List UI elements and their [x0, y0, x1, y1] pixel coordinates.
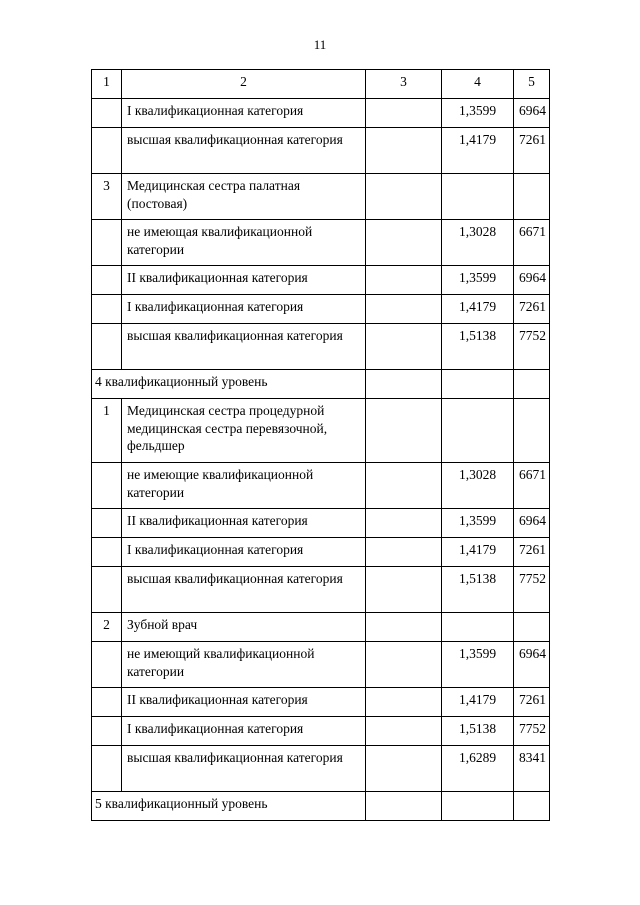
empty-cell	[514, 792, 550, 821]
position-name-cell: не имеющие квалификационной категории	[122, 463, 366, 509]
salary-cell: 7752	[514, 717, 550, 746]
row-number-cell	[92, 717, 122, 746]
row-number-cell: 3	[92, 174, 122, 220]
position-name-cell: I квалификационная категория	[122, 538, 366, 567]
row-number-cell	[92, 642, 122, 688]
column-3-cell	[366, 266, 442, 295]
salary-cell: 6964	[514, 509, 550, 538]
table-row	[92, 642, 550, 688]
column-3-cell	[366, 324, 442, 370]
coefficient-cell: 1,4179	[442, 688, 514, 717]
position-name-cell: не имеющий квалификационной категории	[122, 642, 366, 688]
salary-cell: 6964	[514, 99, 550, 128]
group-label: 4 квалификационный уровень	[92, 370, 366, 399]
row-number-cell	[92, 688, 122, 717]
coefficient-cell: 1,3028	[442, 463, 514, 509]
qualification-table	[91, 69, 550, 821]
header-cell-2: 2	[122, 70, 366, 99]
coefficient-cell: 1,3599	[442, 642, 514, 688]
row-number-cell	[92, 295, 122, 324]
position-name-cell: высшая квалификационная категория	[122, 567, 366, 613]
coefficient-cell: 1,3599	[442, 509, 514, 538]
coefficient-cell: 1,5138	[442, 324, 514, 370]
row-number-cell: 1	[92, 399, 122, 463]
coefficient-cell: 1,3028	[442, 220, 514, 266]
coefficient-cell: 1,3599	[442, 266, 514, 295]
column-3-cell	[366, 99, 442, 128]
column-3-cell	[366, 642, 442, 688]
table-row	[92, 567, 550, 613]
position-name-cell: II квалификационная категория	[122, 509, 366, 538]
position-name-cell: I квалификационная категория	[122, 295, 366, 324]
row-number-cell: 2	[92, 613, 122, 642]
position-name-cell: I квалификационная категория	[122, 99, 366, 128]
column-3-cell	[366, 538, 442, 567]
empty-cell	[442, 792, 514, 821]
coefficient-cell	[442, 174, 514, 220]
salary-cell: 7752	[514, 567, 550, 613]
table-body	[92, 70, 550, 821]
group-row	[92, 370, 550, 399]
position-name-cell: высшая квалификационная категория	[122, 324, 366, 370]
position-name-cell: II квалификационная категория	[122, 266, 366, 295]
column-3-cell	[366, 509, 442, 538]
salary-cell: 8341	[514, 746, 550, 792]
column-3-cell	[366, 174, 442, 220]
salary-cell: 6671	[514, 463, 550, 509]
header-row	[92, 70, 550, 99]
table-row	[92, 295, 550, 324]
row-number-cell	[92, 538, 122, 567]
group-label: 5 квалификационный уровень	[92, 792, 366, 821]
table-row	[92, 399, 550, 463]
table-row	[92, 324, 550, 370]
column-3-cell	[366, 463, 442, 509]
empty-cell	[442, 370, 514, 399]
position-name-cell: не имеющая квалификационной категории	[122, 220, 366, 266]
salary-cell: 7752	[514, 324, 550, 370]
table-row	[92, 613, 550, 642]
row-number-cell	[92, 463, 122, 509]
header-cell-5: 5	[514, 70, 550, 99]
column-3-cell	[366, 746, 442, 792]
column-3-cell	[366, 295, 442, 324]
position-name-cell: высшая квалификационная категория	[122, 128, 366, 174]
salary-cell: 6671	[514, 220, 550, 266]
row-number-cell	[92, 99, 122, 128]
column-3-cell	[366, 567, 442, 613]
column-3-cell	[366, 220, 442, 266]
salary-cell	[514, 613, 550, 642]
row-number-cell	[92, 567, 122, 613]
table-row	[92, 266, 550, 295]
salary-cell: 7261	[514, 295, 550, 324]
empty-cell	[514, 370, 550, 399]
page-number: 11	[313, 37, 327, 52]
salary-cell: 6964	[514, 642, 550, 688]
salary-cell	[514, 174, 550, 220]
empty-cell	[366, 792, 442, 821]
coefficient-cell	[442, 399, 514, 463]
group-row	[92, 792, 550, 821]
table-row	[92, 99, 550, 128]
table-row	[92, 688, 550, 717]
coefficient-cell: 1,5138	[442, 717, 514, 746]
salary-cell: 7261	[514, 128, 550, 174]
header-cell-4: 4	[442, 70, 514, 99]
row-number-cell	[92, 220, 122, 266]
row-number-cell	[92, 324, 122, 370]
coefficient-cell	[442, 613, 514, 642]
coefficient-cell: 1,6289	[442, 746, 514, 792]
table-row	[92, 509, 550, 538]
salary-cell: 6964	[514, 266, 550, 295]
table-row	[92, 538, 550, 567]
column-3-cell	[366, 399, 442, 463]
row-number-cell	[92, 509, 122, 538]
row-number-cell	[92, 746, 122, 792]
coefficient-cell: 1,4179	[442, 128, 514, 174]
column-3-cell	[366, 688, 442, 717]
table-row	[92, 463, 550, 509]
salary-cell: 7261	[514, 688, 550, 717]
table-row	[92, 220, 550, 266]
table-row	[92, 128, 550, 174]
empty-cell	[366, 370, 442, 399]
position-name-cell: высшая квалификационная категория	[122, 746, 366, 792]
coefficient-cell: 1,3599	[442, 99, 514, 128]
row-number-cell	[92, 128, 122, 174]
column-3-cell	[366, 613, 442, 642]
position-name-cell: Медицинская сестра палатная (постовая)	[122, 174, 366, 220]
position-name-cell: Медицинская сестра процедурной медицинская сестра перевязочной, фельдшер	[122, 399, 366, 463]
position-name-cell: Зубной врач	[122, 613, 366, 642]
header-cell-1: 1	[92, 70, 122, 99]
column-3-cell	[366, 717, 442, 746]
position-name-cell: I квалификационная категория	[122, 717, 366, 746]
column-3-cell	[366, 128, 442, 174]
row-number-cell	[92, 266, 122, 295]
coefficient-cell: 1,4179	[442, 538, 514, 567]
coefficient-cell: 1,5138	[442, 567, 514, 613]
table-row	[92, 717, 550, 746]
position-name-cell: II квалификационная категория	[122, 688, 366, 717]
table-row	[92, 174, 550, 220]
header-cell-3: 3	[366, 70, 442, 99]
salary-cell	[514, 399, 550, 463]
table-row	[92, 746, 550, 792]
coefficient-cell: 1,4179	[442, 295, 514, 324]
salary-cell: 7261	[514, 538, 550, 567]
